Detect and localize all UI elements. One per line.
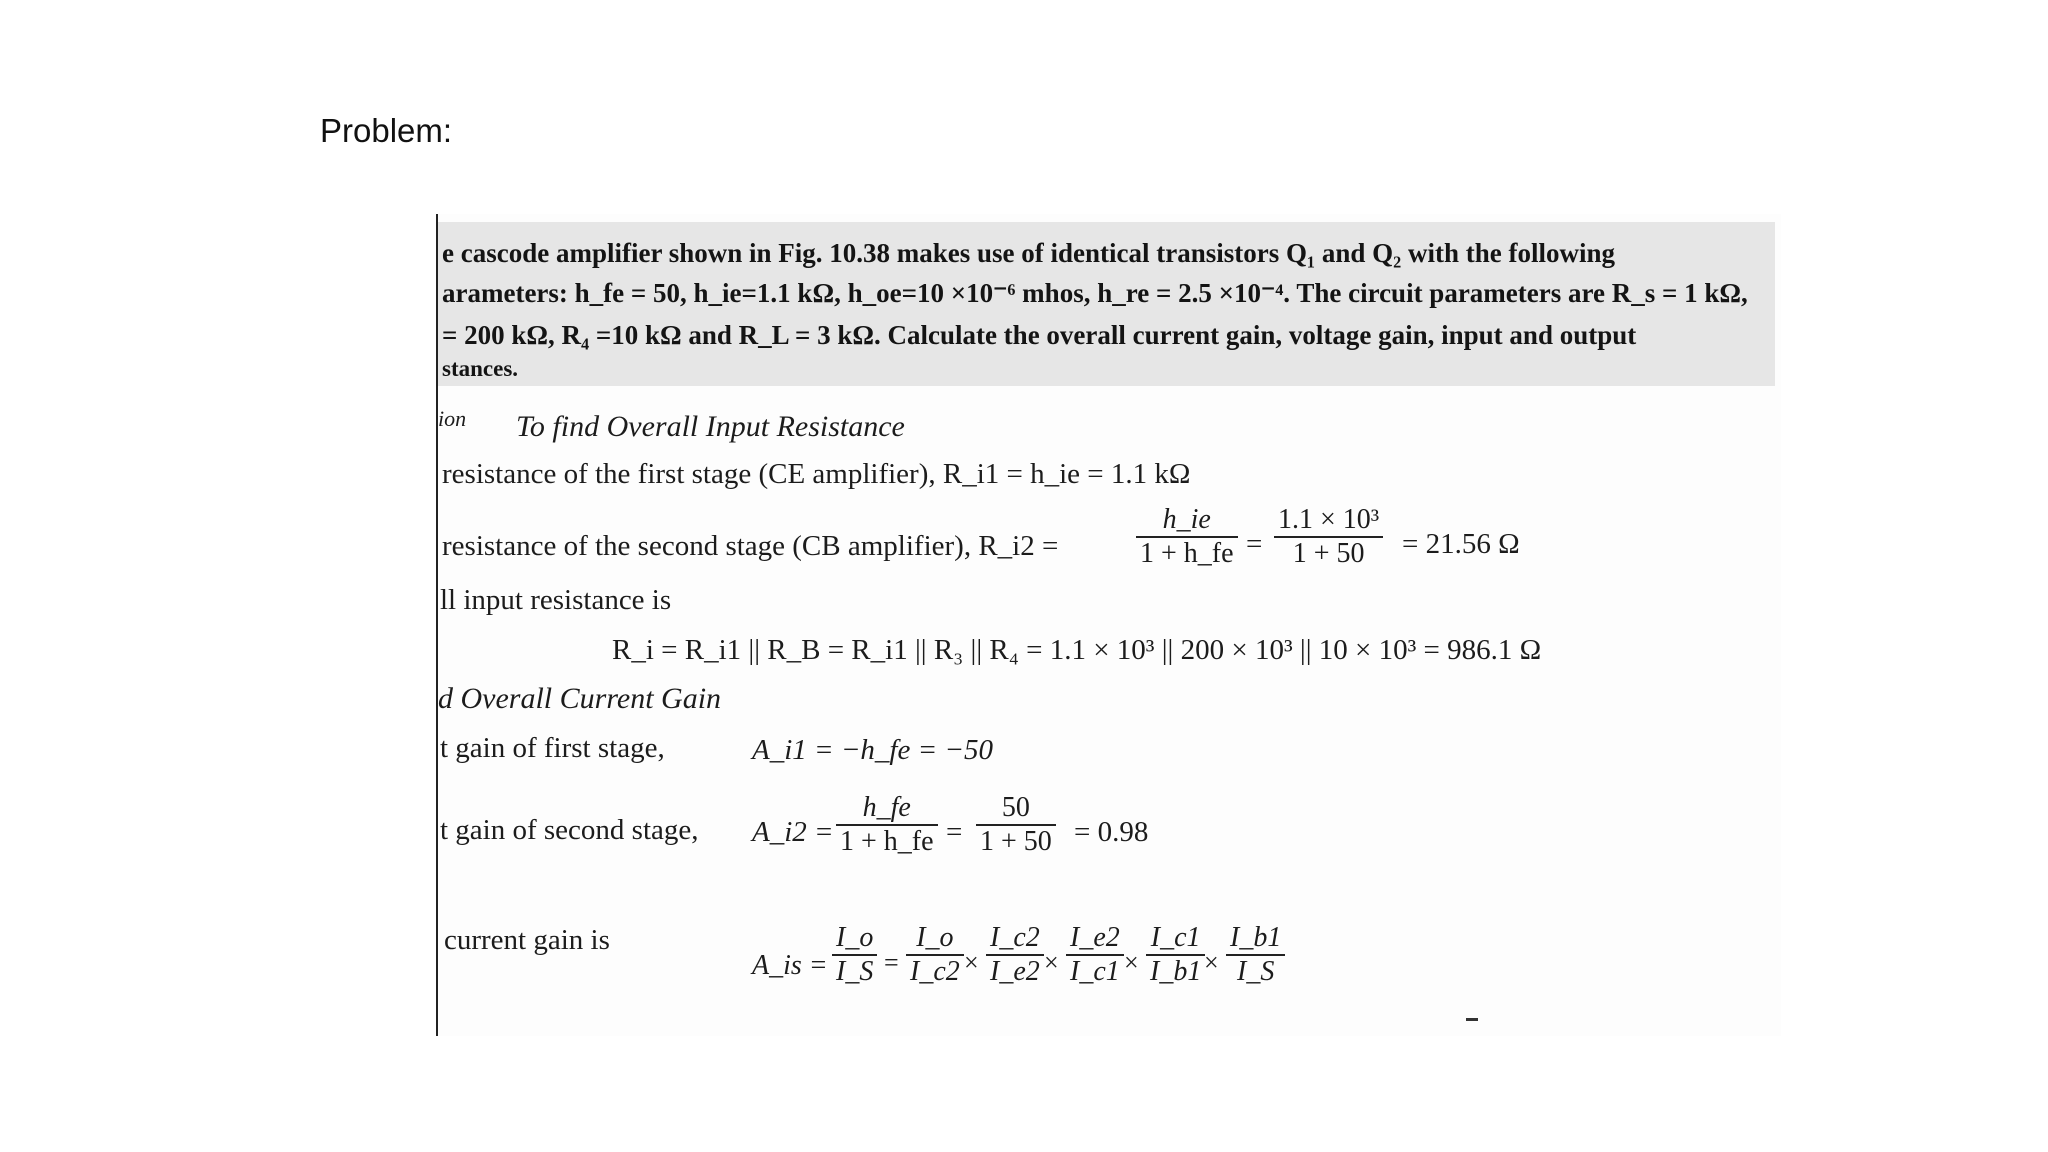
ri2-equals: = xyxy=(1246,528,1263,560)
scan-mark xyxy=(1466,1018,1478,1021)
ais-op-3: × xyxy=(1044,948,1059,977)
ais-term-4: $\frac{I\_e2}{I\_c1}$ xyxy=(1066,922,1124,988)
line-second-stage-resistance: resistance of the second stage (CB amplifier), R_i2 = xyxy=(442,530,1059,562)
line-first-stage-current-gain: t gain of first stage, xyxy=(440,732,665,764)
problem-line-3: = 200 kΩ, R₄ =10 kΩ and R_L = 3 kΩ. Calculate the overall current gain, voltage gain, input and output xyxy=(442,320,1637,350)
ais-term-3: $\frac{I\_c2}{I\_e2}$ xyxy=(986,922,1044,988)
ais-op-5: × xyxy=(1204,948,1219,977)
ri-equation: R_i = R_i1 || R_B = R_i1 || R₃ || R₄ = 1.1 × 10³ || 200 × 10³ || 10 × 10³ = 986.1 Ω xyxy=(612,634,1542,666)
ai2-result: = 0.98 xyxy=(1074,816,1149,848)
ai2-fraction-hfe: $\frac{h\_fe}{1 + h\_fe}$ xyxy=(836,792,938,858)
slide-heading: Problem: xyxy=(320,112,453,149)
solution-label: ion xyxy=(438,406,467,431)
ais-op-4: × xyxy=(1124,948,1139,977)
line-second-stage-current-gain: t gain of second stage, xyxy=(440,814,699,846)
ais-term-6: $\frac{I\_b1}{I\_S}$ xyxy=(1226,922,1285,988)
ais-op-2: × xyxy=(964,948,979,977)
problem-line-1: e cascode amplifier shown in Fig. 10.38 makes use of identical transistors Q₁ and Q₂ with the following xyxy=(442,238,1615,268)
ais-op-1: = xyxy=(884,948,899,977)
ai2-lhs: A_i2 = xyxy=(752,816,834,848)
line-overall-current-gain: current gain is xyxy=(444,924,610,956)
heading-overall-current-gain: d Overall Current Gain xyxy=(438,682,722,715)
ais-term-5: $\frac{I\_c1}{I\_b1}$ xyxy=(1146,922,1205,988)
ri2-fraction-hie: $\frac{h\_ie}{1 + h\_fe}$ xyxy=(1136,504,1238,570)
ais-term-1: $\frac{I\_o}{I\_S}$ xyxy=(832,922,877,988)
ais-term-2: $\frac{I\_o}{I\_c2}$ xyxy=(906,922,964,988)
problem-statement-box xyxy=(438,222,1775,386)
ais-lhs: A_is = xyxy=(752,950,828,981)
ai1-equation: A_i1 = −h_fe = −50 xyxy=(752,734,993,766)
line-overall-input-resistance: ll input resistance is xyxy=(440,584,672,616)
heading-input-resistance: To find Overall Input Resistance xyxy=(516,410,905,443)
problem-line-2: arameters: h_fe = 50, h_ie=1.1 kΩ, h_oe=10 ×10⁻⁶ mhos, h_re = 2.5 ×10⁻⁴. The circuit parameters are R_s = 1 kΩ, xyxy=(442,278,1748,308)
ri2-fraction-numeric: $\frac{\text{1.1 × 10³}}{1 + 50}$ xyxy=(1274,504,1383,570)
problem-line-4: stances. xyxy=(442,356,519,381)
ai2-equals: = xyxy=(946,816,963,848)
ai2-fraction-numeric: $\frac{50}{1 + 50}$ xyxy=(976,792,1056,858)
ri2-result: = 21.56 Ω xyxy=(1402,528,1520,560)
scanned-textbook-image xyxy=(436,214,1781,1036)
line-first-stage-resistance: resistance of the first stage (CE amplifier), R_i1 = h_ie = 1.1 kΩ xyxy=(442,458,1191,490)
